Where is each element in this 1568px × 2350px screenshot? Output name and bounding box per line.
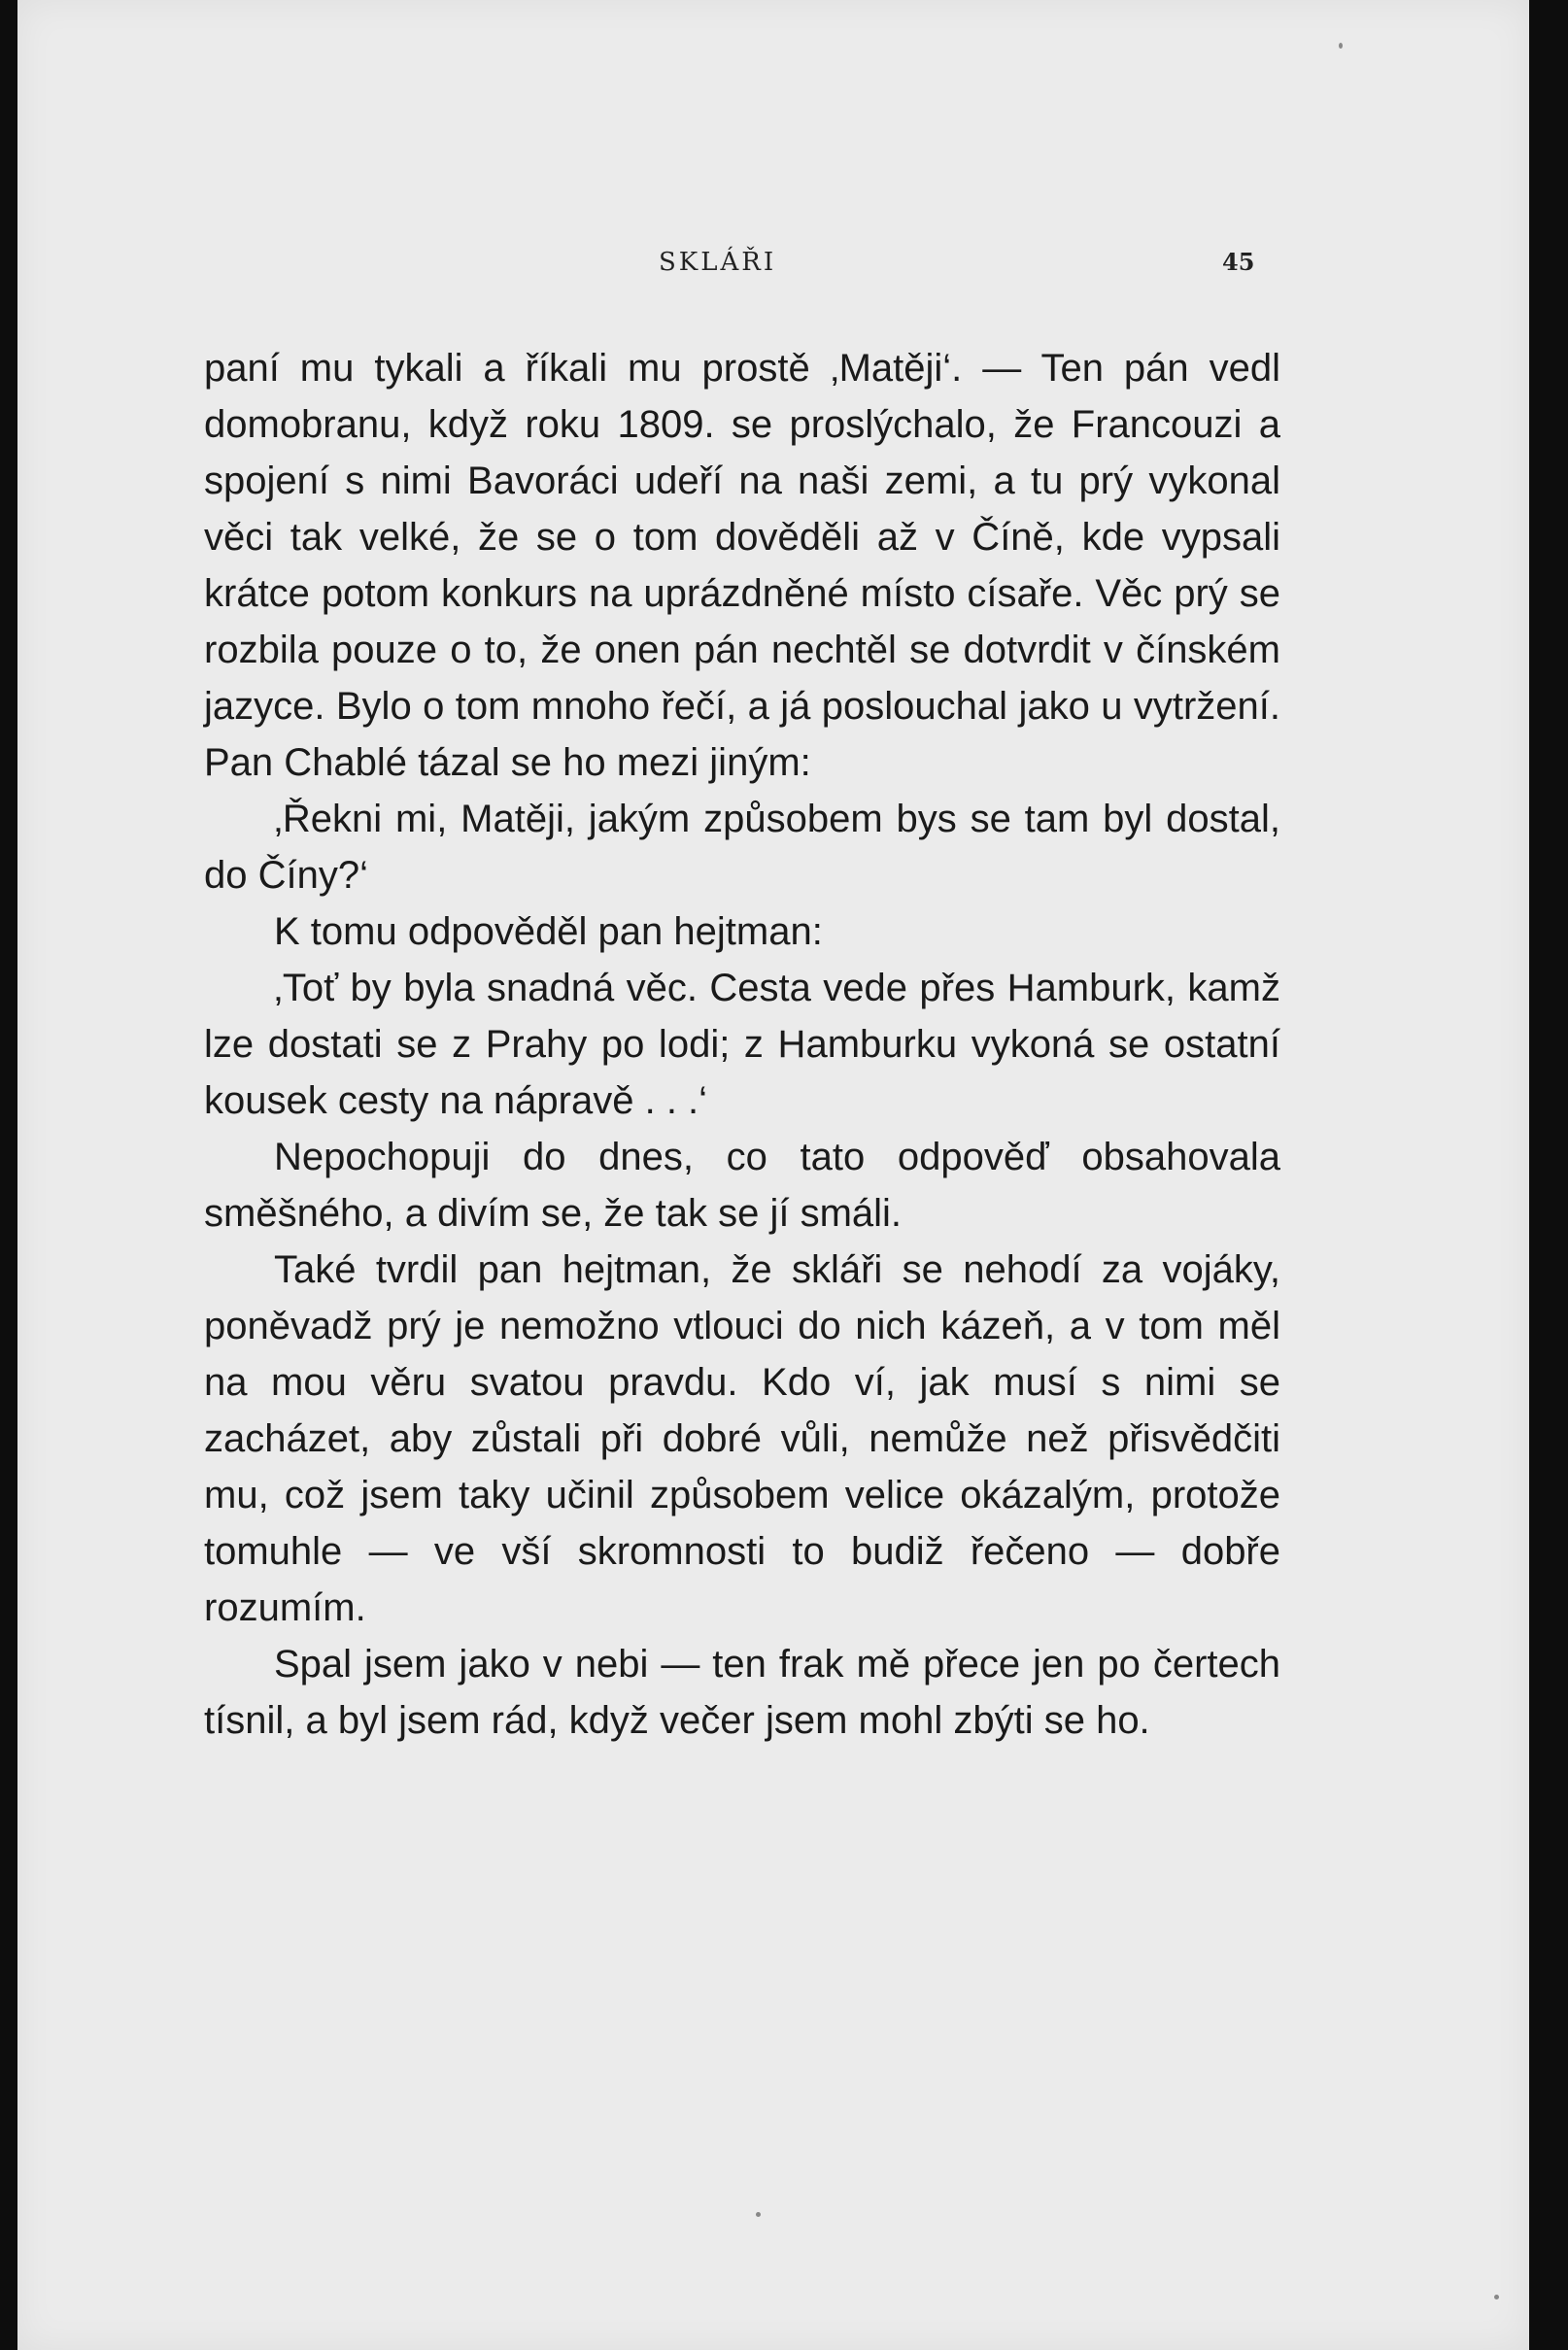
paragraph: ‚Toť by byla snadná věc. Cesta vede přes Hamburk, kamž lze dostati se z Prahy po lodi; z Hamburku vykoná se ostatní kousek cesty na nápravě . . .‘ xyxy=(204,967,1280,1122)
paper-speck xyxy=(1339,43,1343,49)
paragraph: ‚Řekni mi, Matěji, jakým způsobem bys se tam byl dostal, do Číny?‘ xyxy=(204,798,1280,897)
running-title: SKLÁŘI xyxy=(659,248,777,277)
paragraph: Nepochopuji do dnes, co tato odpověď obsahovala směšného, a divím se, že tak se jí smáli. xyxy=(204,1136,1280,1235)
paragraph: Spal jsem jako v nebi — ten frak mě přece jen po čertech tísnil, a byl jsem rád, když večer jsem mohl zbýti se ho. xyxy=(204,1643,1280,1742)
book-page xyxy=(17,0,1529,2350)
page-number: 45 xyxy=(1222,248,1255,276)
paragraph: K tomu odpověděl pan hejtman: xyxy=(274,910,823,953)
paper-speck xyxy=(1494,2295,1499,2299)
paper-speck xyxy=(756,2212,761,2217)
paragraph: Také tvrdil pan hejtman, že skláři se nehodí za vojáky, poněvadž prý je nemožno vtlouci do nich kázeň, a v tom měl na mou věru svatou pravdu. Kdo ví, jak musí s nimi se zacházet, aby zůstali při dobré vůli, nemůže než přisvědčiti mu, což jsem taky učinil způsobem velice okázalým, protože tomuhle — ve vší skromnosti to budiž řečeno — dobře rozumím. xyxy=(204,1248,1280,1629)
paragraph: paní mu tykali a říkali mu prostě ‚Matěji‘. — Ten pán vedl domobranu, když roku 1809. se proslýchalo, že Francouzi a spojení s nimi Bavoráci udeří na naši zemi, a tu prý vykonal věci tak velké, že se o tom dověděli až v Číně, kde vypsali krátce potom konkurs na uprázdněné místo císaře. Věc prý se rozbila pouze o to, že onen pán nechtěl se dotvrdit v čínském jazyce. Bylo o tom mnoho řečí, a já poslouchal jako u vytržení. Pan Chablé tázal se ho mezi jiným: xyxy=(204,347,1280,784)
body-text xyxy=(204,340,1280,1749)
page-header xyxy=(17,248,1529,287)
